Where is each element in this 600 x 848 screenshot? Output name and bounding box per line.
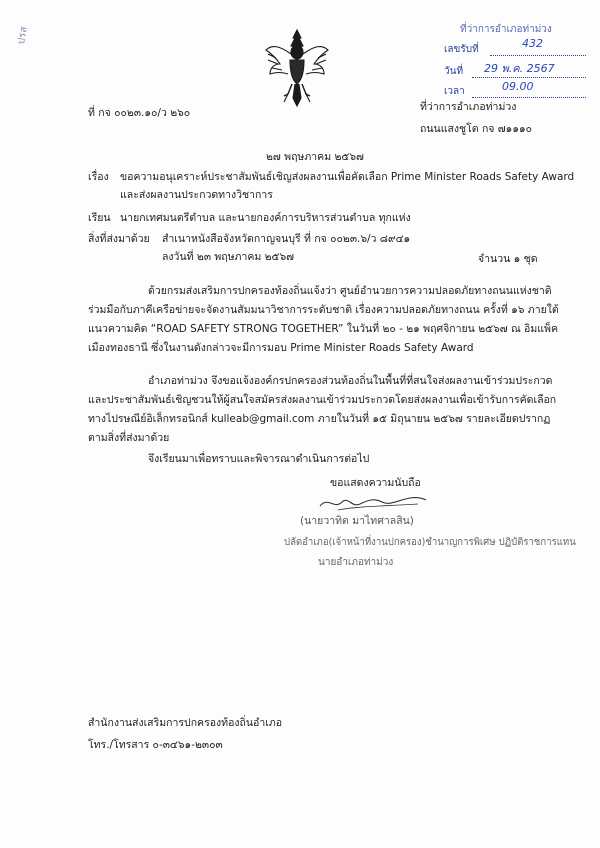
paragraph-1-line-1: ด้วยกรมส่งเสริมการปกครองท้องถิ่นแจ้งว่า ศูนย์อำนวยการความปลอดภัยทางถนนแห่งชาติ [148,285,552,297]
stamp-received-no-value: 432 [522,37,543,50]
footer-office: สำนักงานส่งเสริมการปกครองท้องถิ่นอำเภอ [88,717,283,729]
garuda-emblem [262,24,332,108]
closing-request: จึงเรียนมาเพื่อทราบและพิจารณาดำเนินการต่อไป [148,453,370,465]
recipient-text: นายกเทศมนตรีตำบล และนายกองค์การบริหารส่วนตำบล ทุกแห่ง [120,212,411,224]
paragraph-2-line-2: และประชาสัมพันธ์เชิญชวนให้ผู้สนใจสมัครส่งผลงานเข้าร่วมประกวดโดยส่งผลงานเพื่อเข้ารับการคัดเลือก [88,394,557,406]
signer-name: (นายวาทิต มาไทศาลสิน) [300,515,414,527]
receiving-stamp [444,22,594,98]
paragraph-2-line-3: ทางไปรษณีย์อิเล็กทรอนิกส์ kulleab@gmail.com ภายในวันที่ ๑๕ มิถุนายน ๒๕๖๗ รายละเอียดปรากฏ [88,413,551,425]
regards-text: ขอแสดงความนับถือ [330,477,421,489]
stamp-time-label: เวลา [444,86,465,97]
subject-label: เรื่อง [88,171,109,183]
signer-title-line-2: นายอำเภอท่าม่วง [318,557,394,568]
issuing-office: ที่ว่าการอำเภอท่าม่วง [420,101,517,113]
enclosure-label: สิ่งที่ส่งมาด้วย [88,233,150,245]
signer-title-line-1: ปลัดอำเภอ(เจ้าหน้าที่งานปกครอง)ชำนาญการพิเศษ ปฏิบัติราชการแทน [284,537,576,548]
signature-scribble [318,492,428,516]
paragraph-1-line-2: ร่วมมือกับภาคีเครือข่ายจะจัดงานสัมมนาวิชาการระดับชาติ เรื่องความปลอดภัยทางถนน ครั้งที่ ๑๖ ภายใต้ [88,304,559,316]
stamp-time-value: 09.00 [502,80,534,93]
stamp-date-value: 29 พ.ค. 2567 [484,62,555,75]
subject-line-1: ขอความอนุเคราะห์ประชาสัมพันธ์เชิญส่งผลงานเพื่อคัดเลือก Prime Minister Roads Safety Award [120,171,575,183]
paragraph-2-line-1: อำเภอท่าม่วง จึงขอแจ้งองค์กรปกครองส่วนท้องถิ่นในพื้นที่ที่สนใจส่งผลงานเข้าร่วมประกวด [148,375,553,387]
subject-line-2: และส่งผลงานประกวดทางวิชาการ [120,189,273,201]
document-number: ที่ กจ ๐๐๒๓.๑๐/ว ๒๖๐ [88,107,191,119]
enclosure-line-2: ลงวันที่ ๒๓ พฤษภาคม ๒๕๖๗ [162,251,295,263]
enclosure-line-1: สำเนาหนังสือจังหวัดกาญจนบุรี ที่ กจ ๐๐๒๓.๖/ว ๘๙๔๑ [162,233,411,245]
stamp-date-label: วันที่ [444,66,464,77]
document-date: ๒๗ พฤษภาคม ๒๕๖๗ [266,151,364,163]
paragraph-1-line-3: แนวความคิด “ROAD SAFETY STRONG TOGETHER” ในวันที่ ๒๐ - ๒๑ พฤศจิกายน ๒๕๖๗ ณ อิมแพ็ค [88,323,558,335]
stamp-received-no-label: เลขรับที่ [444,44,479,55]
recipient-label: เรียน [88,212,111,224]
paragraph-1-line-4: เมืองทองธานี ซึ่งในงานดังกล่าวจะมีการมอบ Prime Minister Roads Safety Award [88,342,474,354]
footer-phone: โทร./โทรสาร ๐-๓๔๖๑-๒๓๐๓ [88,739,223,751]
stamp-office: ที่ว่าการอำเภอท่าม่วง [460,24,552,35]
margin-handwritten-note: ปรส [15,25,30,46]
paragraph-2-line-4: ตามสิ่งที่ส่งมาด้วย [88,432,170,444]
office-address: ถนนแสงชูโต กจ ๗๑๑๑๐ [420,123,533,135]
enclosure-quantity: จำนวน ๑ ชุด [478,253,538,265]
